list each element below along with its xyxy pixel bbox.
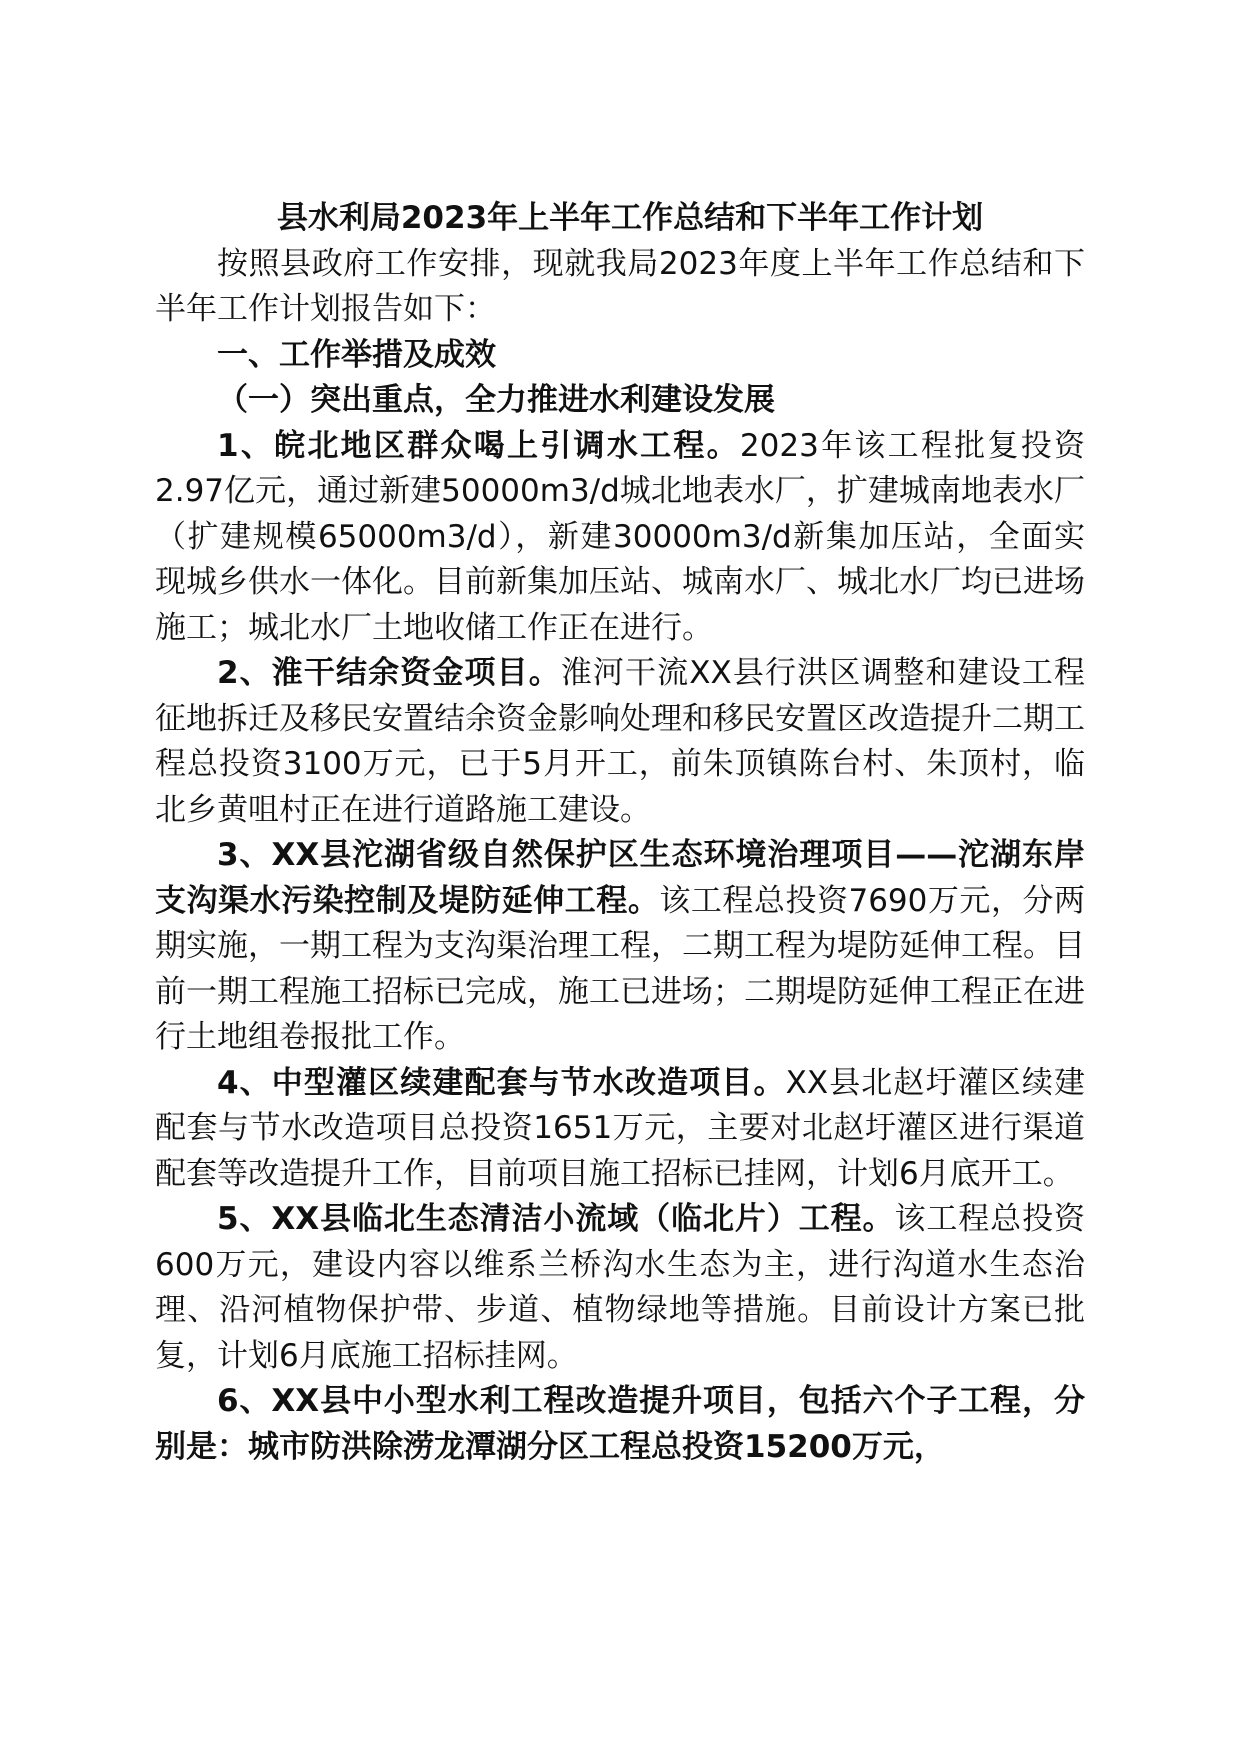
item-lead: 2、淮干结余资金项目。 — [217, 655, 561, 691]
item-lead: 6、XX县中小型水利工程改造提升项目，包括六个子工程，分别是：城市防洪除涝龙潭湖分区工程总投资15200万元， — [155, 1383, 1085, 1465]
item-body: XX县北赵圩灌区续建配套与节水改造项目总投资1651万元，主要对北赵圩灌区进行渠道配套等改造提升工作，目前项目施工招标已挂网，计划6月底开工。 — [155, 1064, 1085, 1192]
item-paragraph-2 — [155, 651, 1085, 833]
item-lead: 4、中型灌区续建配套与节水改造项目。 — [217, 1064, 786, 1101]
item-paragraph-6 — [155, 1379, 1085, 1470]
item-lead: 5、XX县临北生态清洁小流域（临北片）工程。 — [217, 1201, 895, 1237]
item-body: 2023年该工程批复投资2.97亿元，通过新建50000m3/d城北地表水厂，扩建城南地表水厂（扩建规模65000m3/d），新建30000m3/d新集加压站，全面实现城乡供水一体化。目前新集加压站、城南水厂、城北水厂均已进场施工；城北水厂土地收储工作正在进行。 — [155, 427, 1085, 646]
item-body: 该工程总投资600万元，建设内容以维系兰桥沟水生态为主，进行沟道水生态治理、沿河植物保护带、步道、植物绿地等措施。目前设计方案已批复，计划6月底施工招标挂网。 — [155, 1201, 1085, 1374]
item-lead: 3、XX县沱湖省级自然保护区生态环境治理项目——沱湖东岸支沟渠水污染控制及堤防延伸工程。 — [155, 837, 1085, 919]
intro-paragraph: 按照县政府工作安排，现就我局2023年度上半年工作总结和下半年工作计划报告如下： — [155, 245, 1085, 327]
subsection-heading: （一）突出重点，全力推进水利建设发展 — [217, 382, 775, 418]
item-paragraph-5 — [155, 1197, 1085, 1379]
document-title: 县水利局2023年上半年工作总结和下半年工作计划 — [276, 200, 984, 236]
item-lead: 1、皖北地区群众喝上引调水工程。 — [217, 427, 740, 464]
item-paragraph-3 — [155, 833, 1085, 1061]
item-paragraph-1 — [155, 424, 1085, 652]
item-body: 淮河干流XX县行洪区调整和建设工程征地拆迁及移民安置结余资金影响处理和移民安置区改造提升二期工程总投资3100万元，已于5月开工，前朱顶镇陈台村、朱顶村，临北乡黄咀村正在进行道路施工建设。 — [155, 655, 1085, 828]
item-paragraph-4 — [155, 1061, 1085, 1198]
item-body: 该工程总投资7690万元，分两期实施，一期工程为支沟渠治理工程，二期工程为堤防延伸工程。目前一期工程施工招标已完成，施工已进场；二期堤防延伸工程正在进行土地组卷报批工作。 — [155, 882, 1085, 1055]
document-page — [155, 196, 1085, 1470]
section-heading: 一、工作举措及成效 — [217, 336, 496, 373]
